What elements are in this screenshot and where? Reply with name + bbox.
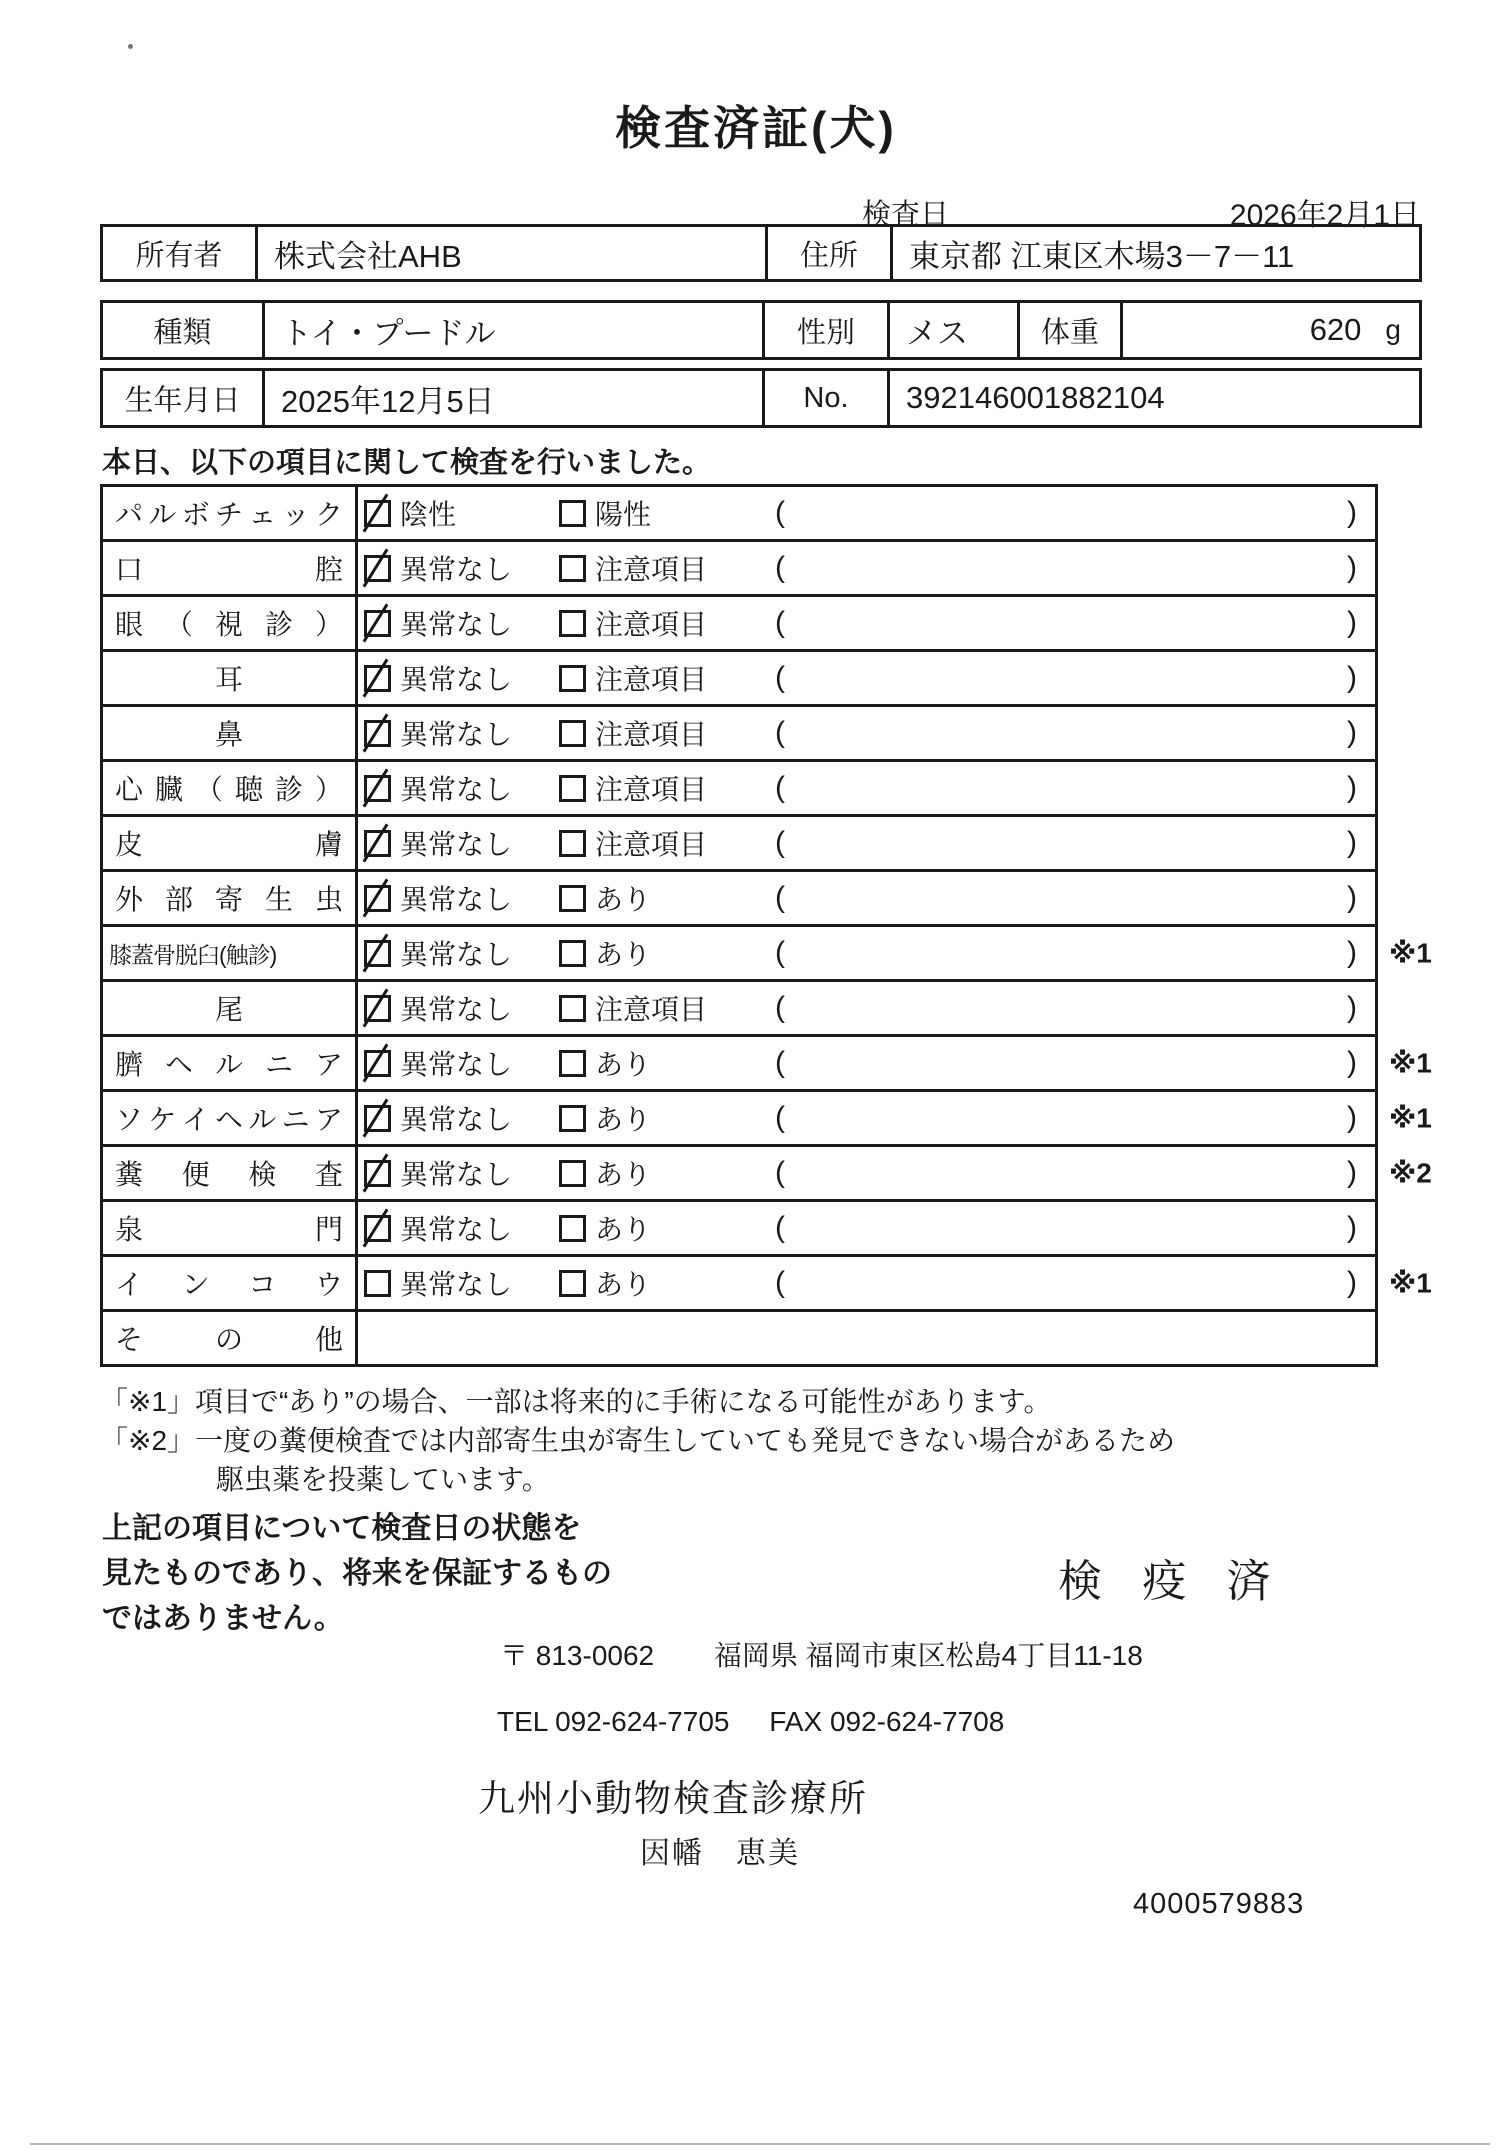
footnote-line: 駆虫薬を投薬しています。 [216, 1464, 550, 1495]
weight-label: 体重 [1020, 303, 1123, 357]
paren-open: ( [775, 991, 785, 1024]
row-label-char: 虫 [314, 884, 343, 915]
option [364, 713, 559, 753]
row-label [103, 762, 358, 814]
row-label-char: ル [214, 1049, 243, 1080]
option-label: あり [595, 939, 652, 970]
option-label: 注意項目 [595, 829, 708, 860]
option [364, 1208, 559, 1248]
row-label [103, 542, 358, 594]
unchecked-checkbox-icon [559, 885, 586, 912]
unchecked-checkbox-icon [559, 995, 586, 1022]
unchecked-checkbox-icon [559, 1270, 586, 1297]
paren-close: ) [1347, 661, 1357, 694]
inspection-date-label: 検査日 [862, 199, 950, 231]
disclaimer-line: 見たものであり、将来を保証するもの [102, 1557, 612, 1590]
remarks-field [771, 936, 1375, 970]
paren-open: ( [775, 1211, 785, 1244]
owner-info-table [100, 224, 1422, 282]
remarks-field [771, 881, 1375, 915]
option-label: 異常なし [400, 774, 513, 805]
paren-open: ( [775, 496, 785, 529]
row-label-char: ェ [248, 499, 277, 530]
table-row [103, 1199, 1375, 1254]
option [364, 1263, 559, 1303]
option-label: 異常なし [400, 994, 513, 1025]
birthdate-label: 生年月日 [103, 371, 265, 425]
option-label: 異常なし [400, 554, 513, 585]
row-options [358, 1202, 1375, 1254]
remarks-field [771, 1156, 1375, 1190]
clinic-tel: TEL 092-624-7705 [497, 1706, 730, 1737]
table-row [103, 979, 1375, 1034]
remarks-field [771, 606, 1375, 640]
option-label: 異常なし [400, 1049, 513, 1080]
row-label-char: 聴 [234, 774, 263, 805]
option [559, 768, 771, 808]
option [559, 878, 771, 918]
birthdate-value: 2025年12月5日 [265, 371, 765, 425]
paren-close: ) [1347, 716, 1357, 749]
option-label: 注意項目 [595, 774, 708, 805]
option-label: あり [595, 1214, 652, 1245]
row-options [358, 597, 1375, 649]
option-label: 異常なし [400, 939, 513, 970]
option [364, 768, 559, 808]
paren-open: ( [775, 771, 785, 804]
intro-statement: 本日、以下の項目に関して検査を行いました。 [102, 447, 712, 479]
option-label: あり [595, 884, 652, 915]
footnote-marker: ※1 [1389, 1047, 1432, 1079]
option [364, 1153, 559, 1193]
option-label: 注意項目 [595, 664, 708, 695]
checked-checkbox-icon [364, 500, 391, 527]
option [559, 658, 771, 698]
paren-open: ( [775, 1101, 785, 1134]
row-label-char: ニ [264, 1049, 293, 1080]
footnote-marker: ※2 [1389, 1157, 1432, 1189]
row-label [103, 1312, 358, 1364]
quarantine-stamp: 検 疫 済 [1058, 1557, 1285, 1606]
table-row [103, 704, 1375, 759]
row-label-char: 膚 [314, 829, 343, 860]
paren-close: ) [1347, 1101, 1357, 1134]
option [364, 1043, 559, 1083]
row-label-char: 査 [314, 1159, 343, 1190]
option-label: あり [595, 1269, 652, 1300]
option [559, 603, 771, 643]
option [559, 1153, 771, 1193]
row-label-char: 腔 [314, 554, 343, 585]
paren-open: ( [775, 661, 785, 694]
row-label-char: 検 [248, 1159, 277, 1190]
remarks-field [771, 991, 1375, 1025]
checked-checkbox-icon [364, 1160, 391, 1187]
row-label [103, 1037, 358, 1089]
checked-checkbox-icon [364, 995, 391, 1022]
scan-edge-line [30, 2143, 1490, 2145]
row-label-char: パ [115, 499, 144, 530]
option-label: 注意項目 [595, 609, 708, 640]
row-label-char: 泉 [115, 1214, 144, 1245]
option-label: 異常なし [400, 664, 513, 695]
row-options [358, 707, 1375, 759]
row-options [358, 1147, 1375, 1199]
row-label-char: （ [194, 774, 223, 805]
row-label-char: ル [248, 1104, 277, 1135]
option [559, 548, 771, 588]
clinic-name: 九州小動物検査診療所 [478, 1778, 868, 1819]
row-label-char: ニ [281, 1104, 310, 1135]
remarks-field [771, 1266, 1375, 1300]
paren-close: ) [1347, 881, 1357, 914]
option-label: 注意項目 [595, 994, 708, 1025]
type-value: トイ・プードル [265, 303, 765, 357]
option [559, 1263, 771, 1303]
row-label: 膝蓋骨脱臼(触診) [103, 927, 358, 979]
footnote-marker: ※1 [1389, 1102, 1432, 1134]
remarks-field [771, 826, 1375, 860]
unchecked-checkbox-icon [364, 1270, 391, 1297]
footnote-marker: ※1 [1389, 1267, 1432, 1299]
clinic-address: 福岡県 福岡市東区松島4丁目11-18 [713, 1640, 1143, 1671]
row-options [358, 762, 1375, 814]
veterinarian-name: 因幡 恵美 [640, 1837, 800, 1870]
row-label-char: ッ [281, 499, 310, 530]
unchecked-checkbox-icon [559, 555, 586, 582]
table-row [103, 759, 1375, 814]
checked-checkbox-icon [364, 610, 391, 637]
clinic-tel-line [497, 1706, 1004, 1738]
serial-number: 4000579883 [1133, 1888, 1305, 1920]
owner-label: 所有者 [103, 227, 258, 279]
checked-checkbox-icon [364, 830, 391, 857]
row-options [358, 542, 1375, 594]
table-row [103, 1034, 1432, 1089]
unchecked-checkbox-icon [559, 1105, 586, 1132]
footnote-line: 「※2」一度の糞便検査では内部寄生虫が寄生していても発見できない場合があるため [100, 1425, 1176, 1456]
row-options [358, 1037, 1375, 1089]
option-label: 異常なし [400, 1104, 513, 1135]
row-label-char: ク [314, 499, 343, 530]
table-row [103, 814, 1375, 869]
table-row [103, 539, 1375, 594]
unchecked-checkbox-icon [559, 830, 586, 857]
option [559, 1098, 771, 1138]
paren-open: ( [775, 1156, 785, 1189]
paren-open: ( [775, 936, 785, 969]
remarks-field [771, 771, 1375, 805]
row-label-char: ン [181, 1269, 210, 1300]
unchecked-checkbox-icon [559, 1160, 586, 1187]
birth-info-table [100, 368, 1422, 428]
option [559, 493, 771, 533]
clinic-postal-line [500, 1634, 1143, 1674]
row-label-char: ウ [314, 1269, 343, 1300]
weight-cell [1123, 303, 1419, 357]
row-label-char: 眼 [115, 609, 144, 640]
disclaimer [102, 1506, 612, 1641]
option-label: 異常なし [400, 1214, 513, 1245]
address-label: 住所 [768, 227, 893, 279]
unchecked-checkbox-icon [559, 720, 586, 747]
inspection-table [100, 484, 1432, 1367]
paren-open: ( [775, 1266, 785, 1299]
table-row [103, 1144, 1432, 1199]
unchecked-checkbox-icon [559, 665, 586, 692]
owner-value: 株式会社AHB [258, 227, 768, 279]
row-label-char: 他 [314, 1324, 343, 1355]
paren-open: ( [775, 881, 785, 914]
paren-close: ) [1347, 1266, 1357, 1299]
paren-close: ) [1347, 936, 1357, 969]
paren-close: ) [1347, 551, 1357, 584]
checked-checkbox-icon [364, 940, 391, 967]
option-label: 異常なし [400, 884, 513, 915]
row-label: 鼻 [103, 707, 358, 759]
row-options [358, 1312, 1375, 1364]
row-label-char: イ [181, 1104, 210, 1135]
row-options [358, 487, 1375, 539]
row-label [103, 597, 358, 649]
inspection-date-value: 2026年2月1日 [1229, 199, 1420, 232]
table-row [103, 924, 1432, 979]
table-row [103, 594, 1375, 649]
row-label-char: ） [314, 609, 343, 640]
remarks-field [771, 1211, 1375, 1245]
option-label: あり [595, 1049, 652, 1080]
table-row [103, 1089, 1432, 1144]
row-label-char: ア [314, 1049, 343, 1080]
option [559, 933, 771, 973]
postal-code: 〒 813-0062 [500, 1640, 655, 1671]
row-label-char: 診 [264, 609, 293, 640]
remarks-field [771, 661, 1375, 695]
paren-close: ) [1347, 496, 1357, 529]
unchecked-checkbox-icon [559, 775, 586, 802]
address-value: 東京都 江東区木場3－7－11 [909, 238, 1295, 274]
row-label-char: の [214, 1324, 243, 1355]
row-label-char: 皮 [115, 829, 144, 860]
table-row [103, 1309, 1375, 1364]
table-row [103, 649, 1375, 704]
row-label-char: 視 [214, 609, 243, 640]
row-options [358, 1257, 1375, 1309]
unchecked-checkbox-icon [559, 1215, 586, 1242]
sex-label: 性別 [765, 303, 890, 357]
option [364, 1098, 559, 1138]
paren-close: ) [1347, 1156, 1357, 1189]
sex-value: メス [890, 303, 1020, 357]
option-label: 陽性 [595, 499, 652, 530]
row-label [103, 487, 358, 539]
table-row [103, 869, 1375, 924]
row-label-char: ソ [115, 1104, 144, 1135]
checked-checkbox-icon [364, 1215, 391, 1242]
paren-close: ) [1347, 826, 1357, 859]
row-label-char: ヘ [164, 1049, 193, 1080]
option [364, 933, 559, 973]
clinic-fax: FAX 092-624-7708 [769, 1706, 1005, 1737]
paren-open: ( [775, 551, 785, 584]
row-options [358, 872, 1375, 924]
row-label [103, 1202, 358, 1254]
row-label [103, 1147, 358, 1199]
row-label-char: イ [115, 1269, 144, 1300]
checked-checkbox-icon [364, 775, 391, 802]
number-label: No. [765, 371, 890, 425]
option [559, 823, 771, 863]
option-label: 注意項目 [595, 719, 708, 750]
option-label: 異常なし [400, 829, 513, 860]
unchecked-checkbox-icon [559, 500, 586, 527]
row-label-char: 部 [164, 884, 193, 915]
row-label-char: （ [164, 609, 193, 640]
paren-close: ) [1347, 991, 1357, 1024]
checked-checkbox-icon [364, 1105, 391, 1132]
paren-close: ) [1347, 1211, 1357, 1244]
row-label-char: 便 [181, 1159, 210, 1190]
remarks-field [771, 496, 1375, 530]
remarks-field [771, 551, 1375, 585]
row-label-char: 臓 [154, 774, 183, 805]
row-options [358, 652, 1375, 704]
checked-checkbox-icon [364, 555, 391, 582]
disclaimer-line: ではありません。 [102, 1602, 344, 1635]
row-label-char: ヘ [214, 1104, 243, 1135]
table-row [103, 1254, 1432, 1309]
paren-open: ( [775, 1046, 785, 1079]
option [364, 603, 559, 643]
page-title: 検査済証(犬) [615, 102, 897, 154]
number-value: 392146001882104 [906, 380, 1165, 415]
row-label: 耳 [103, 652, 358, 704]
checked-checkbox-icon [364, 1050, 391, 1077]
row-label-char: 寄 [214, 884, 243, 915]
option [559, 713, 771, 753]
footnote-line: 「※1」項目で“あり”の場合、一部は将来的に手術になる可能性があります。 [100, 1386, 1052, 1417]
unchecked-checkbox-icon [559, 610, 586, 637]
row-label-char: 生 [264, 884, 293, 915]
paren-close: ) [1347, 1046, 1357, 1079]
row-label-char: 糞 [115, 1159, 144, 1190]
option-label: 異常なし [400, 719, 513, 750]
row-options [358, 817, 1375, 869]
checked-checkbox-icon [364, 885, 391, 912]
scan-speck [128, 44, 133, 49]
option-label: 陰性 [400, 499, 457, 530]
row-label-char: コ [248, 1269, 277, 1300]
row-label-char: ） [314, 774, 343, 805]
option-label: あり [595, 1104, 652, 1135]
remarks-field [771, 1046, 1375, 1080]
option-label: 注意項目 [595, 554, 708, 585]
remarks-field [771, 1101, 1375, 1135]
weight-value: 620 [1309, 312, 1362, 347]
option [559, 1043, 771, 1083]
remarks-field [771, 716, 1375, 750]
disclaimer-line: 上記の項目について検査日の状態を [102, 1512, 582, 1545]
row-label-char: そ [115, 1324, 144, 1355]
row-options [358, 982, 1375, 1034]
paren-close: ) [1347, 771, 1357, 804]
option [559, 1208, 771, 1248]
option-label: 異常なし [400, 1159, 513, 1190]
checked-checkbox-icon [364, 720, 391, 747]
row-label-char: 臍 [115, 1049, 144, 1080]
row-options [358, 1092, 1375, 1144]
row-label-char: 口 [115, 554, 144, 585]
type-label: 種類 [103, 303, 265, 357]
row-label-char: ボ [181, 499, 210, 530]
option-label: あり [595, 1159, 652, 1190]
option [364, 988, 559, 1028]
paren-open: ( [775, 716, 785, 749]
option [364, 548, 559, 588]
option-label: 異常なし [400, 609, 513, 640]
row-label [103, 872, 358, 924]
row-label-char: ル [148, 499, 177, 530]
paren-open: ( [775, 826, 785, 859]
option [364, 658, 559, 698]
option [364, 493, 559, 533]
row-label-char: ケ [148, 1104, 177, 1135]
table-row [103, 487, 1375, 539]
row-options [358, 927, 1375, 979]
row-label-char: ア [314, 1104, 343, 1135]
checked-checkbox-icon [364, 665, 391, 692]
row-label-char: 外 [115, 884, 144, 915]
row-label-char: 門 [314, 1214, 343, 1245]
row-label [103, 1092, 358, 1144]
row-label: 尾 [103, 982, 358, 1034]
option [364, 823, 559, 863]
row-label-char: チ [214, 499, 243, 530]
footnote-marker: ※1 [1389, 937, 1432, 969]
footnotes [100, 1382, 1175, 1499]
option [559, 988, 771, 1028]
row-label-char: 診 [274, 774, 303, 805]
unchecked-checkbox-icon [559, 940, 586, 967]
paren-close: ) [1347, 606, 1357, 639]
row-label [103, 1257, 358, 1309]
row-label [103, 817, 358, 869]
row-label-char: 心 [115, 774, 144, 805]
paren-open: ( [775, 606, 785, 639]
breed-info-table [100, 300, 1422, 360]
unchecked-checkbox-icon [559, 1050, 586, 1077]
weight-unit: g [1385, 314, 1401, 345]
option [364, 878, 559, 918]
option-label: 異常なし [400, 1269, 513, 1300]
